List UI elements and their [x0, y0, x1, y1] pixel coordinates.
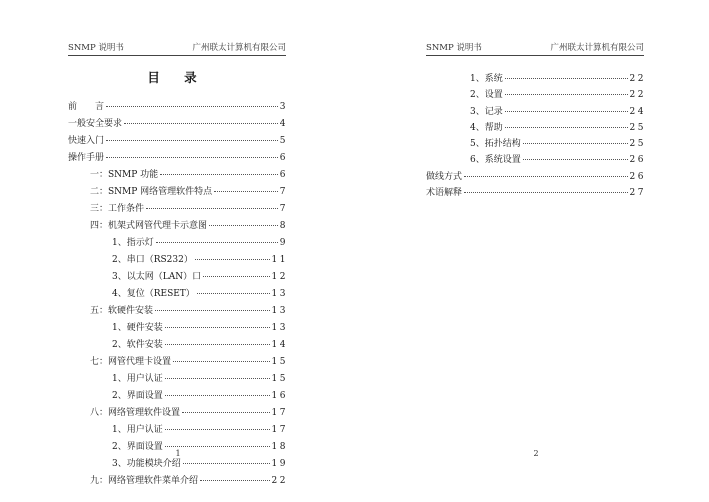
- toc-entry-label: 二：SNMP 网络管理软件特点: [90, 187, 213, 197]
- dot-leader: [195, 259, 270, 260]
- toc-entry[interactable]: [68, 99, 288, 116]
- toc-entry-page: 22: [629, 74, 646, 84]
- header-doc-title: SNMP 说明书: [426, 43, 482, 53]
- toc-entry[interactable]: [68, 150, 288, 167]
- dot-leader: [200, 480, 270, 481]
- toc-entry-page: 18: [271, 442, 288, 452]
- dot-leader: [505, 78, 628, 79]
- toc-entry-page: 6: [279, 170, 288, 180]
- dot-leader: [203, 276, 269, 277]
- toc-entry-label: 2、设置: [470, 90, 503, 101]
- toc-entry-label: 一般安全要求: [68, 119, 123, 129]
- page-header: [426, 42, 644, 54]
- dot-leader: [155, 310, 270, 311]
- toc-entry-page: 13: [271, 289, 288, 299]
- toc-entry-label: 1、硬件安装: [112, 323, 163, 333]
- toc-entry-label: 九：网络管理软件菜单介绍: [90, 476, 199, 486]
- dot-leader: [464, 176, 628, 177]
- toc-entry-label: 5、拓扑结构: [470, 139, 521, 150]
- toc-entry-page: 22: [629, 90, 646, 101]
- dot-leader: [160, 174, 278, 175]
- toc-entry-label: 术语解释: [426, 188, 463, 199]
- toc-entry-page: 26: [629, 155, 646, 166]
- dot-leader: [197, 293, 270, 294]
- toc-entry-page: 5: [279, 136, 288, 146]
- toc-entry-label: 前 言: [68, 102, 105, 112]
- dot-leader: [464, 192, 628, 193]
- toc-entry[interactable]: [426, 87, 646, 103]
- toc-entry-label: 四：机架式网管代理卡示意图: [90, 221, 208, 231]
- dot-leader: [523, 143, 628, 144]
- header-company: 广州联太计算机有限公司: [550, 43, 644, 53]
- toc-entry-label: 4、帮助: [470, 122, 503, 133]
- toc-entry[interactable]: [68, 354, 288, 371]
- dot-leader: [183, 463, 270, 464]
- toc-entry-label: 2、串口（RS232）: [112, 255, 193, 265]
- left-page: [0, 0, 354, 502]
- toc-entry[interactable]: [68, 456, 288, 473]
- toc-entry-page: 11: [271, 255, 288, 265]
- toc-entry[interactable]: [426, 152, 646, 168]
- dot-leader: [146, 208, 278, 209]
- toc-entry[interactable]: [68, 235, 288, 252]
- dot-leader: [505, 94, 628, 95]
- toc-entry[interactable]: [426, 136, 646, 152]
- dot-leader: [209, 225, 278, 226]
- toc-entry-label: 做线方式: [426, 171, 463, 182]
- toc-entry[interactable]: [426, 104, 646, 120]
- toc-entry-label: 五：软硬件安装: [90, 306, 154, 316]
- header-company: 广州联太计算机有限公司: [192, 43, 286, 53]
- header-doc-title: SNMP 说明书: [68, 43, 124, 53]
- dot-leader: [173, 361, 270, 362]
- toc-entry-page: 8: [279, 221, 288, 231]
- toc-entry-label: 2、界面设置: [112, 391, 163, 401]
- toc-entry-label: 七：网管代理卡设置: [90, 357, 172, 367]
- toc-entry-page: 25: [629, 122, 646, 133]
- dot-leader: [182, 412, 270, 413]
- toc-entry[interactable]: [68, 371, 288, 388]
- toc-entry[interactable]: [426, 120, 646, 136]
- toc-entry[interactable]: [426, 71, 646, 87]
- dot-leader: [165, 429, 270, 430]
- toc-entry[interactable]: [68, 116, 288, 133]
- toc-entry-label: 1、用户认证: [112, 374, 163, 384]
- toc-entry-label: 八：网络管理软件设置: [90, 408, 181, 418]
- dot-leader: [106, 140, 278, 141]
- toc-entry-page: 27: [629, 188, 646, 199]
- toc-entry-page: 13: [271, 323, 288, 333]
- toc-entry-page: 14: [271, 340, 288, 350]
- toc-entry[interactable]: [68, 133, 288, 150]
- page-number: 1: [175, 449, 181, 458]
- toc-entry-label: 3、记录: [470, 106, 503, 117]
- toc-title: 目 录: [147, 70, 207, 85]
- toc-entry[interactable]: [68, 286, 288, 303]
- page-number: 2: [533, 449, 539, 458]
- toc-entry-page: 17: [271, 408, 288, 418]
- toc-entry[interactable]: [68, 473, 288, 490]
- toc-entry-label: 快速入门: [68, 136, 105, 146]
- toc-entry-page: 12: [271, 272, 288, 282]
- dot-leader: [165, 446, 270, 447]
- toc-entry[interactable]: [68, 422, 288, 439]
- dot-leader: [214, 191, 278, 192]
- toc-entry[interactable]: [68, 167, 288, 184]
- toc-entry-page: 24: [629, 106, 646, 117]
- header-rule: [426, 55, 644, 56]
- toc-entry-page: 26: [629, 171, 646, 182]
- toc-entry-label: 2、软件安装: [112, 340, 163, 350]
- toc-entry-page: 6: [279, 153, 288, 163]
- toc-entry-page: 3: [279, 102, 288, 112]
- header-rule: [68, 55, 286, 56]
- dot-leader: [156, 242, 278, 243]
- right-page: [355, 0, 709, 502]
- toc-entry-label: 一：SNMP 功能: [90, 170, 159, 180]
- toc-list: [426, 71, 646, 201]
- toc-entry[interactable]: [68, 218, 288, 235]
- toc-entry[interactable]: [68, 320, 288, 337]
- toc-entry-label: 操作手册: [68, 153, 105, 163]
- dot-leader: [124, 123, 278, 124]
- toc-entry-label: 三：工作条件: [90, 204, 145, 214]
- toc-entry-label: 3、功能模块介绍: [112, 459, 181, 469]
- toc-entry-label: 4、复位（RESET）: [112, 289, 195, 299]
- toc-entry-page: 19: [271, 459, 288, 469]
- toc-entry[interactable]: [68, 184, 288, 201]
- toc-entry-page: 4: [279, 119, 288, 129]
- page-header: [68, 42, 286, 54]
- toc-entry-page: 25: [629, 139, 646, 150]
- toc-entry-page: 17: [271, 425, 288, 435]
- toc-entry[interactable]: [68, 388, 288, 405]
- toc-entry-label: 3、以太网（LAN）口: [112, 272, 202, 282]
- toc-entry-label: 1、系统: [470, 74, 503, 84]
- dot-leader: [505, 111, 628, 112]
- dot-leader: [165, 395, 270, 396]
- toc-entry-label: 1、指示灯: [112, 238, 154, 248]
- toc-entry-page: 15: [271, 374, 288, 384]
- toc-entry-label: 2、界面设置: [112, 442, 163, 452]
- dot-leader: [505, 127, 628, 128]
- dot-leader: [106, 157, 278, 158]
- toc-entry-label: 6、系统设置: [470, 155, 521, 166]
- toc-entry-page: 15: [271, 357, 288, 367]
- toc-entry-label: 1、用户认证: [112, 425, 163, 435]
- toc-entry-page: 9: [279, 238, 288, 248]
- toc-entry[interactable]: [68, 303, 288, 320]
- toc-entry-page: 7: [279, 187, 288, 197]
- dot-leader: [106, 106, 278, 107]
- toc-entry[interactable]: [68, 405, 288, 422]
- toc-entry-page: 16: [271, 391, 288, 401]
- dot-leader: [165, 378, 270, 379]
- dot-leader: [165, 344, 270, 345]
- toc-entry-page: 7: [279, 204, 288, 214]
- toc-entry[interactable]: [426, 169, 646, 185]
- dot-leader: [523, 159, 628, 160]
- toc-list: [68, 99, 288, 490]
- toc-entry-page: 13: [271, 306, 288, 316]
- toc-entry[interactable]: [68, 252, 288, 269]
- toc-entry[interactable]: [68, 337, 288, 354]
- dot-leader: [165, 327, 270, 328]
- toc-entry[interactable]: [68, 269, 288, 286]
- toc-entry[interactable]: [68, 201, 288, 218]
- toc-entry-page: 22: [271, 476, 288, 486]
- toc-entry[interactable]: [426, 185, 646, 201]
